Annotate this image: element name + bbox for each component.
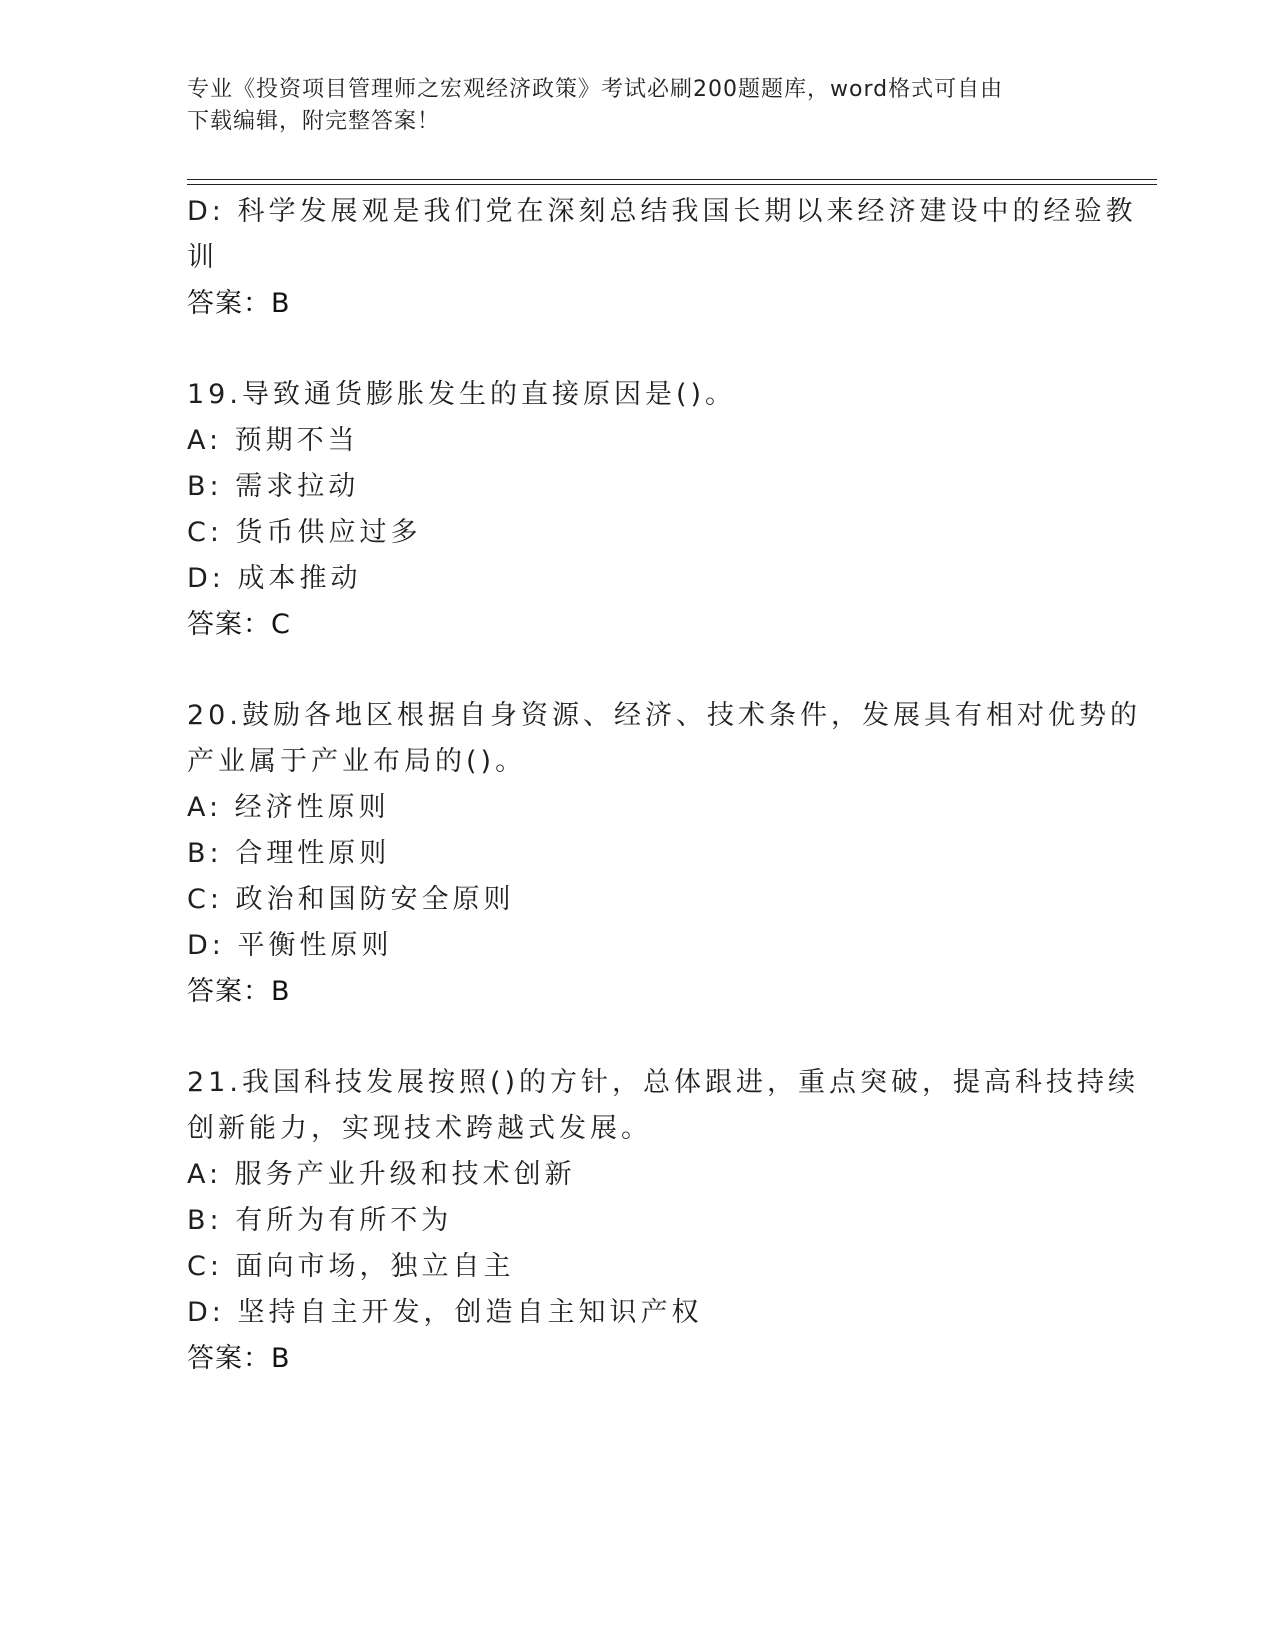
question-21 — [187, 1060, 1140, 1382]
header-line-1: 专业《投资项目管理师之宏观经济政策》考试必刷200题题库，word格式可自由 — [187, 77, 1004, 102]
option-d: D: 成本推动 — [187, 563, 362, 594]
option-c: C: 面向市场，独立自主 — [187, 1251, 515, 1282]
question-stem-continued: 创新能力，实现技术跨越式发展。 — [187, 1113, 652, 1144]
question-20 — [187, 693, 1141, 1015]
option-b: B: 需求拉动 — [187, 471, 360, 502]
previous-question — [187, 189, 1137, 327]
document-header — [187, 74, 1067, 138]
question-19 — [187, 372, 1087, 648]
option-d: D: 平衡性原则 — [187, 930, 393, 961]
option-d: D: 科学发展观是我们党在深刻总结我国长期以来经济建设中的经验教 — [187, 196, 1137, 227]
question-content — [187, 189, 1141, 1382]
option-b: B: 有所为有所不为 — [187, 1205, 453, 1236]
option-c: C: 政治和国防安全原则 — [187, 884, 515, 915]
question-stem: 20.鼓励各地区根据自身资源、经济、技术条件，发展具有相对优势的 — [187, 700, 1141, 731]
answer-line: 答案：B — [187, 1343, 291, 1374]
spacer — [187, 648, 1087, 693]
header-divider-bottom — [187, 184, 1157, 185]
answer-line: 答案：B — [187, 288, 291, 319]
question-stem-continued: 产业属于产业布局的()。 — [187, 746, 527, 777]
header-line-2: 下载编辑，附完整答案！ — [187, 109, 441, 134]
answer-line: 答案：B — [187, 976, 291, 1007]
answer-line: 答案：C — [187, 609, 291, 640]
question-stem: 21.我国科技发展按照()的方针，总体跟进，重点突破，提高科技持续 — [187, 1067, 1140, 1098]
question-stem: 19.导致通货膨胀发生的直接原因是()。 — [187, 379, 737, 410]
spacer — [187, 1015, 1087, 1060]
option-c: C: 货币供应过多 — [187, 517, 422, 548]
spacer — [187, 327, 1087, 372]
header-divider-top — [187, 179, 1157, 180]
option-a: A: 预期不当 — [187, 425, 359, 456]
option-a: A: 服务产业升级和技术创新 — [187, 1159, 576, 1190]
option-d: D: 坚持自主开发，创造自主知识产权 — [187, 1297, 703, 1328]
option-d-continued: 训 — [187, 242, 218, 273]
option-b: B: 合理性原则 — [187, 838, 391, 869]
option-a: A: 经济性原则 — [187, 792, 390, 823]
